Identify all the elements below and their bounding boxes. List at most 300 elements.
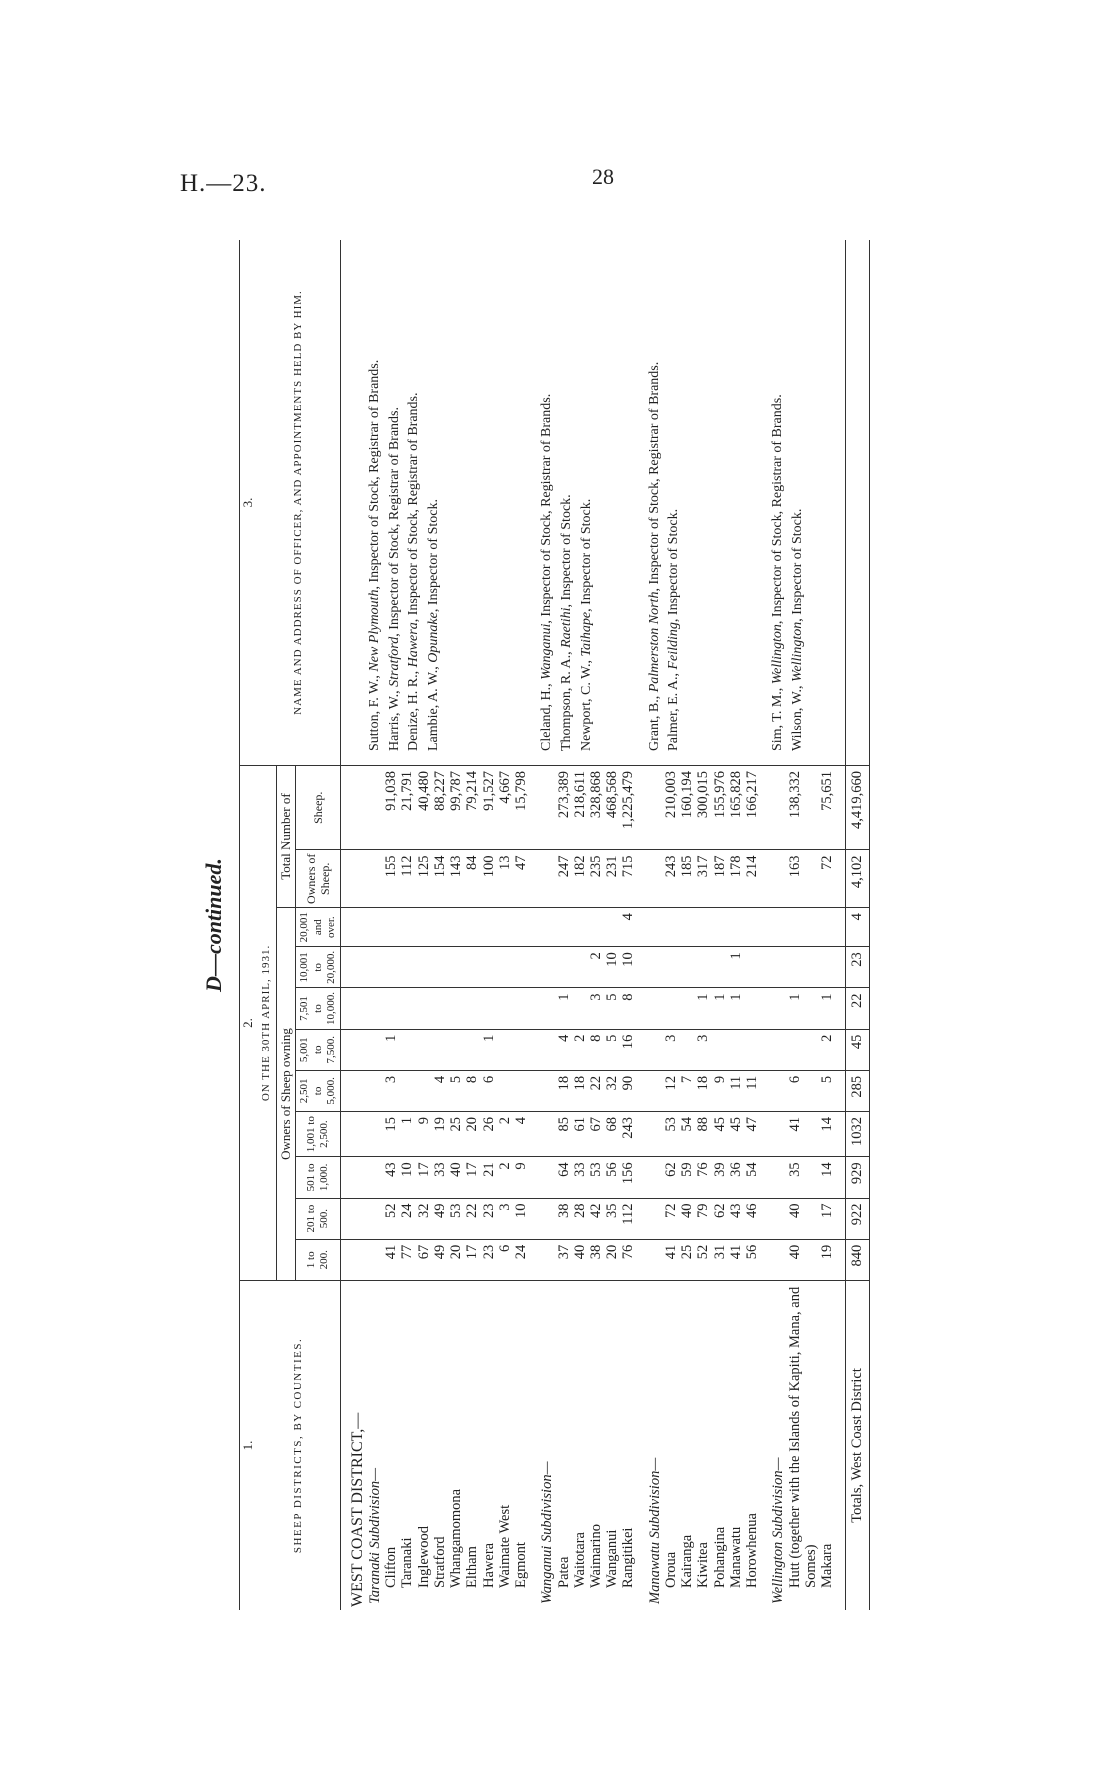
value-cell — [383, 988, 399, 1029]
county-name — [695, 1280, 711, 1610]
county-name — [604, 1280, 620, 1610]
value-cell: 4 — [432, 1070, 448, 1111]
col1-label: SHEEP DISTRICTS, BY COUNTIES. — [257, 1280, 341, 1610]
value-cell: 38 — [588, 1239, 604, 1280]
value-cell: 1 — [819, 988, 835, 1029]
value-cell — [497, 908, 513, 947]
value-cell: 49 — [432, 1198, 448, 1239]
value-cell: 23 — [481, 1198, 497, 1239]
value-cell: 47 — [513, 850, 529, 908]
value-cell — [416, 1029, 432, 1070]
spacer-cell — [637, 766, 647, 850]
range-header: 10,001 to 20,000. — [296, 947, 341, 988]
spacer-cell — [835, 1198, 846, 1239]
value-cell: 112 — [399, 850, 415, 908]
value-cell: 20 — [604, 1239, 620, 1280]
value-cell: 2 — [588, 947, 604, 988]
page-number: 28 — [592, 164, 614, 189]
empty-cell — [647, 1112, 663, 1157]
value-cell: 100 — [481, 850, 497, 908]
value-cell — [416, 1070, 432, 1111]
value-cell: 7 — [679, 1070, 695, 1111]
value-cell — [464, 1029, 480, 1070]
value-cell: 79 — [695, 1198, 711, 1239]
empty-cell — [647, 766, 663, 850]
value-cell: 18 — [695, 1070, 711, 1111]
value-cell: 49 — [432, 1239, 448, 1280]
value-cell: 178 — [728, 850, 744, 908]
county-name — [497, 1280, 513, 1610]
officer-entry — [579, 243, 595, 751]
empty-cell — [539, 908, 555, 947]
county-name — [572, 1280, 588, 1610]
empty-cell — [539, 1070, 555, 1111]
officer-role: , Inspector of Stock, Registrar of Brands. — [646, 361, 662, 592]
subdivision-heading: Wanganui Subdivision— — [539, 1461, 556, 1604]
value-cell: 25 — [448, 1112, 464, 1157]
value-cell: 22 — [464, 1198, 480, 1239]
spacer-cell — [835, 850, 846, 908]
spacer-cell — [835, 988, 846, 1029]
spacer-cell — [529, 908, 539, 947]
spacer-cell — [760, 766, 770, 850]
officer-place: Stratford — [386, 636, 402, 687]
col3-label: NAME AND ADDRESS OF OFFICER, AND APPOINTMENTS HELD BY HIM. — [257, 240, 341, 766]
value-cell — [679, 908, 695, 947]
value-cell: 54 — [744, 1157, 760, 1198]
spacer-cell — [835, 1112, 846, 1157]
value-cell: 1 — [383, 1029, 399, 1070]
value-cell — [679, 947, 695, 988]
value-cell: 41 — [728, 1239, 744, 1280]
value-cell: 41 — [787, 1112, 819, 1157]
officer-entry — [559, 243, 575, 751]
value-cell — [399, 1029, 415, 1070]
county-label: Inglewood — [415, 1525, 432, 1588]
officer-place: Wellington — [790, 621, 806, 682]
value-cell: 14 — [819, 1157, 835, 1198]
empty-cell — [367, 1070, 383, 1111]
value-cell: 61 — [572, 1112, 588, 1157]
spacer-cell — [835, 766, 846, 850]
value-cell — [787, 908, 819, 947]
value-cell: 3 — [663, 1029, 679, 1070]
value-cell: 214 — [744, 850, 760, 908]
value-cell: 143 — [448, 850, 464, 908]
totals-row — [846, 240, 869, 1610]
value-cell: 40 — [787, 1198, 819, 1239]
value-cell: 11 — [744, 1070, 760, 1111]
range-header: 1 to 200. — [296, 1239, 341, 1280]
value-cell: 40 — [448, 1157, 464, 1198]
value-cell: 77 — [399, 1239, 415, 1280]
officer-role: , Inspector of Stock, Registrar of Brands. — [539, 393, 555, 624]
value-cell: 36 — [728, 1157, 744, 1198]
spacer-cell — [529, 766, 539, 850]
value-cell: 32 — [604, 1070, 620, 1111]
spacer-cell — [760, 240, 770, 766]
spacer-cell — [637, 1239, 647, 1280]
value-cell: 6 — [481, 1070, 497, 1111]
value-cell — [432, 908, 448, 947]
empty-cell — [647, 1029, 663, 1070]
county-label: Eltham — [464, 1546, 481, 1588]
value-cell: 10 — [620, 947, 636, 988]
spacer-row — [760, 240, 770, 1610]
value-cell: 22 — [588, 1070, 604, 1111]
value-cell: 231 — [604, 850, 620, 908]
value-cell: 317 — [695, 850, 711, 908]
spacer-cell — [835, 1280, 846, 1610]
value-cell: 12 — [663, 1070, 679, 1111]
value-cell: 76 — [620, 1239, 636, 1280]
county-label: Manawatu — [727, 1526, 744, 1588]
empty-cell — [647, 947, 663, 988]
totals-cell: 4,419,660 — [846, 766, 869, 850]
value-cell: 17 — [464, 1157, 480, 1198]
county-name — [663, 1280, 679, 1610]
county-label: Egmont — [513, 1542, 530, 1588]
value-cell: 17 — [819, 1198, 835, 1239]
value-cell: 79,214 — [464, 766, 480, 850]
range-header: 5,001 to 7,500. — [296, 1029, 341, 1070]
empty-cell — [539, 1239, 555, 1280]
value-cell — [448, 908, 464, 947]
county-label: Patea — [555, 1556, 572, 1588]
officer-cell — [539, 240, 636, 766]
value-cell: 4 — [556, 1029, 572, 1070]
value-cell — [728, 908, 744, 947]
value-cell: 47 — [744, 1112, 760, 1157]
officer-entry — [426, 243, 442, 751]
value-cell — [679, 988, 695, 1029]
value-cell: 46 — [744, 1198, 760, 1239]
value-cell: 20 — [464, 1112, 480, 1157]
value-cell: 273,389 — [556, 766, 572, 850]
value-cell: 1,225,479 — [620, 766, 636, 850]
empty-cell — [647, 1198, 663, 1239]
value-cell — [744, 908, 760, 947]
value-cell — [481, 947, 497, 988]
spacer-cell — [637, 1157, 647, 1198]
empty-cell — [647, 1070, 663, 1111]
spacer-cell — [637, 1198, 647, 1239]
spacer-cell — [835, 947, 846, 988]
officer-name: Lambie, A. W., — [425, 662, 441, 751]
empty-cell — [367, 1112, 383, 1157]
officer-place: Wanganui — [539, 623, 555, 680]
value-cell: 5 — [604, 1029, 620, 1070]
value-cell: 40 — [572, 1239, 588, 1280]
value-cell — [432, 1029, 448, 1070]
value-cell: 155,976 — [712, 766, 728, 850]
spacer-cell — [835, 908, 846, 947]
county-label: Waimate West — [496, 1504, 513, 1588]
col2-label: ON THE 30TH APRIL, 1931. — [257, 766, 277, 1281]
county-name — [556, 1280, 572, 1610]
spacer-cell — [760, 850, 770, 908]
value-cell: 21 — [481, 1157, 497, 1198]
value-cell: 67 — [588, 1112, 604, 1157]
county-name — [744, 1280, 760, 1610]
value-cell — [588, 908, 604, 947]
spacer-cell — [835, 1239, 846, 1280]
officer-role: , Inspector of Stock. — [578, 498, 594, 612]
value-cell: 35 — [604, 1198, 620, 1239]
value-cell: 40 — [787, 1239, 819, 1280]
county-label: Horowhenua — [744, 1513, 761, 1588]
value-cell — [744, 1029, 760, 1070]
value-cell: 243 — [620, 1112, 636, 1157]
value-cell — [416, 908, 432, 947]
value-cell: 28 — [572, 1198, 588, 1239]
value-cell: 166,217 — [744, 766, 760, 850]
value-cell — [497, 1070, 513, 1111]
officer-place: New Plymouth — [366, 589, 382, 672]
spacer-cell — [529, 1112, 539, 1157]
spacer-cell — [529, 947, 539, 988]
value-cell: 26 — [481, 1112, 497, 1157]
value-cell — [399, 1070, 415, 1111]
col2-number: 2. — [240, 766, 257, 1281]
spacer-cell — [529, 240, 539, 766]
value-cell: 9 — [513, 1157, 529, 1198]
officer-entry — [790, 243, 806, 751]
empty-cell — [647, 850, 663, 908]
value-cell: 300,015 — [695, 766, 711, 850]
value-cell — [712, 1029, 728, 1070]
empty-cell — [539, 1198, 555, 1239]
value-cell — [464, 988, 480, 1029]
county-name — [588, 1280, 604, 1610]
officer-cell — [770, 240, 835, 766]
totals-cell: 22 — [846, 988, 869, 1029]
value-cell: 53 — [588, 1157, 604, 1198]
value-cell: 19 — [819, 1239, 835, 1280]
value-cell: 1 — [787, 988, 819, 1029]
county-name — [432, 1280, 448, 1610]
value-cell: 52 — [383, 1198, 399, 1239]
county-label: Taranaki — [399, 1537, 416, 1588]
value-cell — [513, 988, 529, 1029]
value-cell: 18 — [556, 1070, 572, 1111]
county-label: Rangitikei — [620, 1527, 637, 1588]
value-cell: 39 — [712, 1157, 728, 1198]
value-cell — [787, 1029, 819, 1070]
range-header: 1,001 to 2,500. — [296, 1112, 341, 1157]
value-cell — [464, 908, 480, 947]
county-name — [712, 1280, 728, 1610]
value-cell — [663, 908, 679, 947]
empty-cell — [846, 240, 869, 766]
empty-cell — [539, 766, 555, 850]
value-cell: 42 — [588, 1198, 604, 1239]
officer-name: Grant, B., — [646, 692, 662, 751]
value-cell: 15 — [383, 1112, 399, 1157]
officer-place: Palmerston North — [646, 591, 662, 693]
spacer-cell — [760, 1112, 770, 1157]
officer-place: Hawera — [406, 622, 422, 668]
county-label: Hawera — [480, 1542, 497, 1588]
officer-place: Feilding — [666, 622, 682, 670]
value-cell — [497, 1029, 513, 1070]
value-cell: 156 — [620, 1157, 636, 1198]
officer-role: , Inspector of Stock, Registrar of Brands. — [770, 394, 786, 625]
spacer-cell — [760, 1280, 770, 1610]
col1-number: 1. — [240, 1280, 257, 1610]
value-cell: 37 — [556, 1239, 572, 1280]
value-cell: 43 — [728, 1198, 744, 1239]
officer-place: Wellington — [770, 624, 786, 685]
empty-cell — [647, 988, 663, 1029]
value-cell: 56 — [604, 1157, 620, 1198]
value-cell: 56 — [744, 1239, 760, 1280]
officer-entry — [539, 243, 555, 751]
totals-cell: 929 — [846, 1157, 869, 1198]
value-cell: 112 — [620, 1198, 636, 1239]
value-cell: 68 — [604, 1112, 620, 1157]
spacer-cell — [835, 240, 846, 766]
totals-cell: 4 — [846, 908, 869, 947]
value-cell: 468,568 — [604, 766, 620, 850]
spacer-cell — [637, 1112, 647, 1157]
totals-cell: 922 — [846, 1198, 869, 1239]
officer-role: , Inspector of Stock, Registrar of Brands. — [406, 392, 422, 623]
officer-entry — [387, 243, 403, 751]
value-cell: 45 — [728, 1112, 744, 1157]
empty-cell — [770, 1157, 786, 1198]
officer-entry — [406, 243, 422, 751]
value-cell — [556, 947, 572, 988]
officer-name: Harris, W., — [386, 686, 402, 751]
value-cell: 85 — [556, 1112, 572, 1157]
spacer-row — [637, 240, 647, 1610]
value-cell: 8 — [464, 1070, 480, 1111]
spacer-cell — [637, 947, 647, 988]
totals-cell: 1032 — [846, 1112, 869, 1157]
empty-cell — [367, 947, 383, 988]
empty-cell — [367, 988, 383, 1029]
county-name — [399, 1280, 415, 1610]
value-cell: 1 — [728, 947, 744, 988]
value-cell — [416, 988, 432, 1029]
value-cell — [448, 1029, 464, 1070]
value-cell: 90 — [620, 1070, 636, 1111]
spacer-cell — [760, 1157, 770, 1198]
county-label: Whangamomona — [448, 1488, 465, 1588]
value-cell — [399, 988, 415, 1029]
value-cell: 88 — [695, 1112, 711, 1157]
value-cell — [556, 908, 572, 947]
value-cell — [572, 908, 588, 947]
empty-cell — [539, 850, 555, 908]
range-header: 20,001 and over. — [296, 908, 341, 947]
value-cell: 9 — [416, 1112, 432, 1157]
empty-cell — [367, 908, 383, 947]
totals-cell: 840 — [846, 1239, 869, 1280]
value-cell — [513, 1029, 529, 1070]
empty-cell — [367, 766, 383, 850]
value-cell: 185 — [679, 850, 695, 908]
col3-number: 3. — [240, 240, 257, 766]
value-cell: 35 — [787, 1157, 819, 1198]
empty-cell — [770, 908, 786, 947]
county-label: Kairanga — [679, 1534, 696, 1588]
officer-entry — [647, 243, 663, 751]
spacer-cell — [760, 988, 770, 1029]
value-cell: 53 — [448, 1198, 464, 1239]
value-cell: 3 — [588, 988, 604, 1029]
value-cell: 53 — [663, 1112, 679, 1157]
owners-of-sheep-header: Owners of Sheep. — [296, 850, 341, 908]
totals-cell: 23 — [846, 947, 869, 988]
value-cell: 16 — [620, 1029, 636, 1070]
value-cell — [728, 1029, 744, 1070]
county-label: Kiwitea — [695, 1542, 712, 1588]
value-cell — [383, 947, 399, 988]
value-cell: 243 — [663, 850, 679, 908]
value-cell: 40 — [679, 1198, 695, 1239]
officer-cell — [647, 240, 761, 766]
value-cell: 24 — [399, 1198, 415, 1239]
value-cell: 182 — [572, 850, 588, 908]
value-cell — [432, 988, 448, 1029]
county-label: Clifton — [383, 1546, 400, 1588]
spacer-cell — [835, 1070, 846, 1111]
value-cell — [819, 908, 835, 947]
value-cell: 15,798 — [513, 766, 529, 850]
spacer-cell — [529, 1070, 539, 1111]
officer-name: Denize, H. R., — [406, 667, 422, 751]
value-cell: 45 — [712, 1112, 728, 1157]
value-cell: 41 — [663, 1239, 679, 1280]
county-name — [620, 1280, 636, 1610]
value-cell: 5 — [448, 1070, 464, 1111]
value-cell: 138,332 — [787, 766, 819, 850]
empty-cell — [539, 988, 555, 1029]
value-cell: 10 — [513, 1198, 529, 1239]
table-title: D—continued. — [201, 858, 226, 992]
spacer-cell — [835, 1157, 846, 1198]
value-cell — [663, 988, 679, 1029]
empty-cell — [770, 766, 786, 850]
empty-cell — [770, 1029, 786, 1070]
value-cell: 88,227 — [432, 766, 448, 850]
value-cell: 17 — [464, 1239, 480, 1280]
spacer-cell — [637, 908, 647, 947]
value-cell: 43 — [383, 1157, 399, 1198]
value-cell: 32 — [416, 1198, 432, 1239]
county-name — [513, 1280, 529, 1610]
group-row — [539, 240, 555, 1610]
officer-entry — [367, 243, 383, 751]
empty-cell — [539, 947, 555, 988]
rotated-table-wrapper — [195, 240, 895, 1610]
empty-cell — [367, 850, 383, 908]
value-cell: 2 — [497, 1112, 513, 1157]
value-cell: 72 — [663, 1198, 679, 1239]
value-cell: 62 — [712, 1198, 728, 1239]
value-cell: 247 — [556, 850, 572, 908]
value-cell — [399, 908, 415, 947]
value-cell — [712, 908, 728, 947]
range-header: 7,501 to 10,000. — [296, 988, 341, 1029]
officer-cell — [367, 240, 529, 766]
value-cell — [695, 908, 711, 947]
owners-label: Owners of Sheep owning — [276, 908, 296, 1281]
county-name — [464, 1280, 480, 1610]
subdivision-heading: Manawatu Subdivision— — [646, 1457, 663, 1604]
